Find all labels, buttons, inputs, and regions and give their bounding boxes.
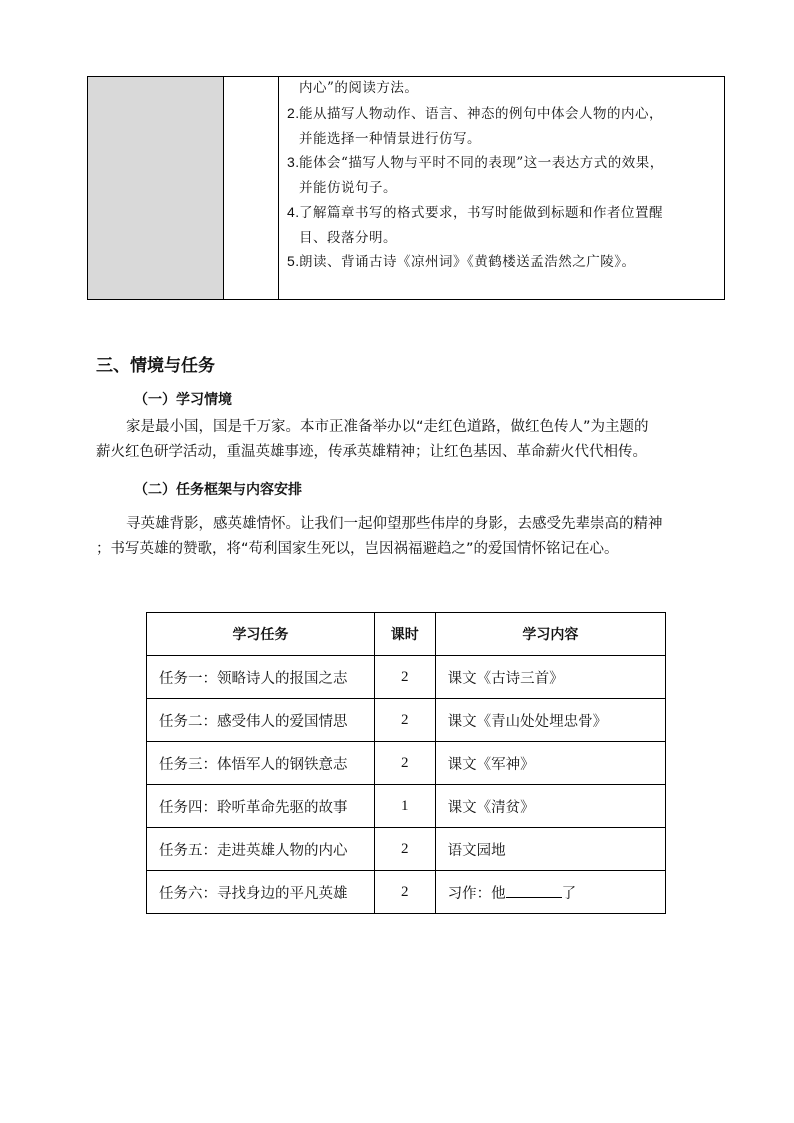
- objective-item: [287, 76, 714, 101]
- subsection-heading-tasks: （二）任务框架与内容安排: [134, 482, 302, 498]
- task-cell: 任务四：聆听革命先驱的故事: [147, 785, 375, 828]
- hours-cell: 2: [374, 871, 435, 914]
- content-suffix: 了: [561, 885, 577, 902]
- table-row: [147, 699, 666, 742]
- task-cell: 任务一：领略诗人的报国之志: [147, 656, 375, 699]
- header-content: 学习内容: [435, 613, 665, 656]
- objective-item: [287, 101, 714, 152]
- paragraph-line: 寻英雄背影，感英雄情怀。让我们一起仰望那些伟岸的身影，去感受先辈崇高的精神: [126, 516, 663, 532]
- task-cell: 任务六：寻找身边的平凡英雄: [147, 871, 375, 914]
- task-cell: 任务五：走进英雄人物的内心: [147, 828, 375, 871]
- objectives-table: [87, 76, 725, 300]
- objective-line: 能从描写人物动作、语言、神态的例句中体会人物的内心，: [299, 106, 663, 122]
- hours-cell: 2: [374, 656, 435, 699]
- situation-paragraph: [96, 415, 726, 465]
- content-cell: 课文《清贫》: [435, 785, 665, 828]
- paragraph-line: 薪火红色研学活动，重温英雄事迹，传承英雄精神；让红色基因、革命薪火代代相传。: [96, 444, 647, 460]
- objectives-label-cell: [88, 77, 224, 299]
- objective-line: 目、段落分明。: [299, 230, 397, 246]
- hours-cell: 2: [374, 828, 435, 871]
- header-hours: 课时: [374, 613, 435, 656]
- task-table: [146, 612, 666, 914]
- objective-line: 内心”的阅读方法。: [299, 80, 419, 96]
- task-cell: 任务三：体悟军人的钢铁意志: [147, 742, 375, 785]
- table-row: [147, 785, 666, 828]
- table-row: [147, 656, 666, 699]
- objective-item: [287, 249, 714, 275]
- paragraph-line: ；书写英雄的赞歌，将“苟利国家生死以，岂因祸福避趋之”的爱国情怀铭记在心。: [96, 541, 619, 557]
- subsection-heading-situation: （一）学习情境: [134, 392, 232, 408]
- hours-cell: 2: [374, 742, 435, 785]
- objective-number: 2.: [287, 105, 300, 121]
- objective-number: 5.: [287, 253, 300, 269]
- objective-line: 能体会“描写人物与平时不同的表现”这一表达方式的效果，: [299, 155, 664, 171]
- header-task: 学习任务: [147, 613, 375, 656]
- content-cell: [435, 871, 665, 914]
- objective-number: 4.: [287, 204, 300, 220]
- objective-line: 并能选择一种情景进行仿写。: [299, 131, 481, 147]
- table-row: [147, 828, 666, 871]
- content-cell: 课文《古诗三首》: [435, 656, 665, 699]
- objective-item: [287, 200, 714, 251]
- section-heading: 三、情境与任务: [96, 356, 215, 376]
- objective-line: 朗读、背诵古诗《凉州词》《黄鹤楼送孟浩然之广陵》。: [299, 254, 636, 270]
- objective-number: 3.: [287, 154, 300, 170]
- hours-cell: 2: [374, 699, 435, 742]
- content-cell: 语文园地: [435, 828, 665, 871]
- task-cell: 任务二：感受伟人的爱国情思: [147, 699, 375, 742]
- fill-in-blank: [506, 883, 562, 898]
- table-header-row: [147, 613, 666, 656]
- objectives-sub-cell: [224, 77, 279, 299]
- content-cell: 课文《青山处处埋忠骨》: [435, 699, 665, 742]
- objectives-list: [279, 77, 724, 299]
- table-row: [147, 871, 666, 914]
- hours-cell: 1: [374, 785, 435, 828]
- content-cell: 课文《军神》: [435, 742, 665, 785]
- paragraph-line: 家是最小国，国是千万家。本市正准备举办以“走红色道路，做红色传人”为主题的: [126, 419, 649, 435]
- content-prefix: 习作：他: [447, 885, 506, 902]
- objective-line: 了解篇章书写的格式要求，书写时能做到标题和作者位置醒: [299, 205, 663, 221]
- objective-item: [287, 150, 714, 201]
- objective-line: 并能仿说句子。: [299, 180, 397, 196]
- tasks-paragraph: [96, 512, 726, 562]
- table-row: [147, 742, 666, 785]
